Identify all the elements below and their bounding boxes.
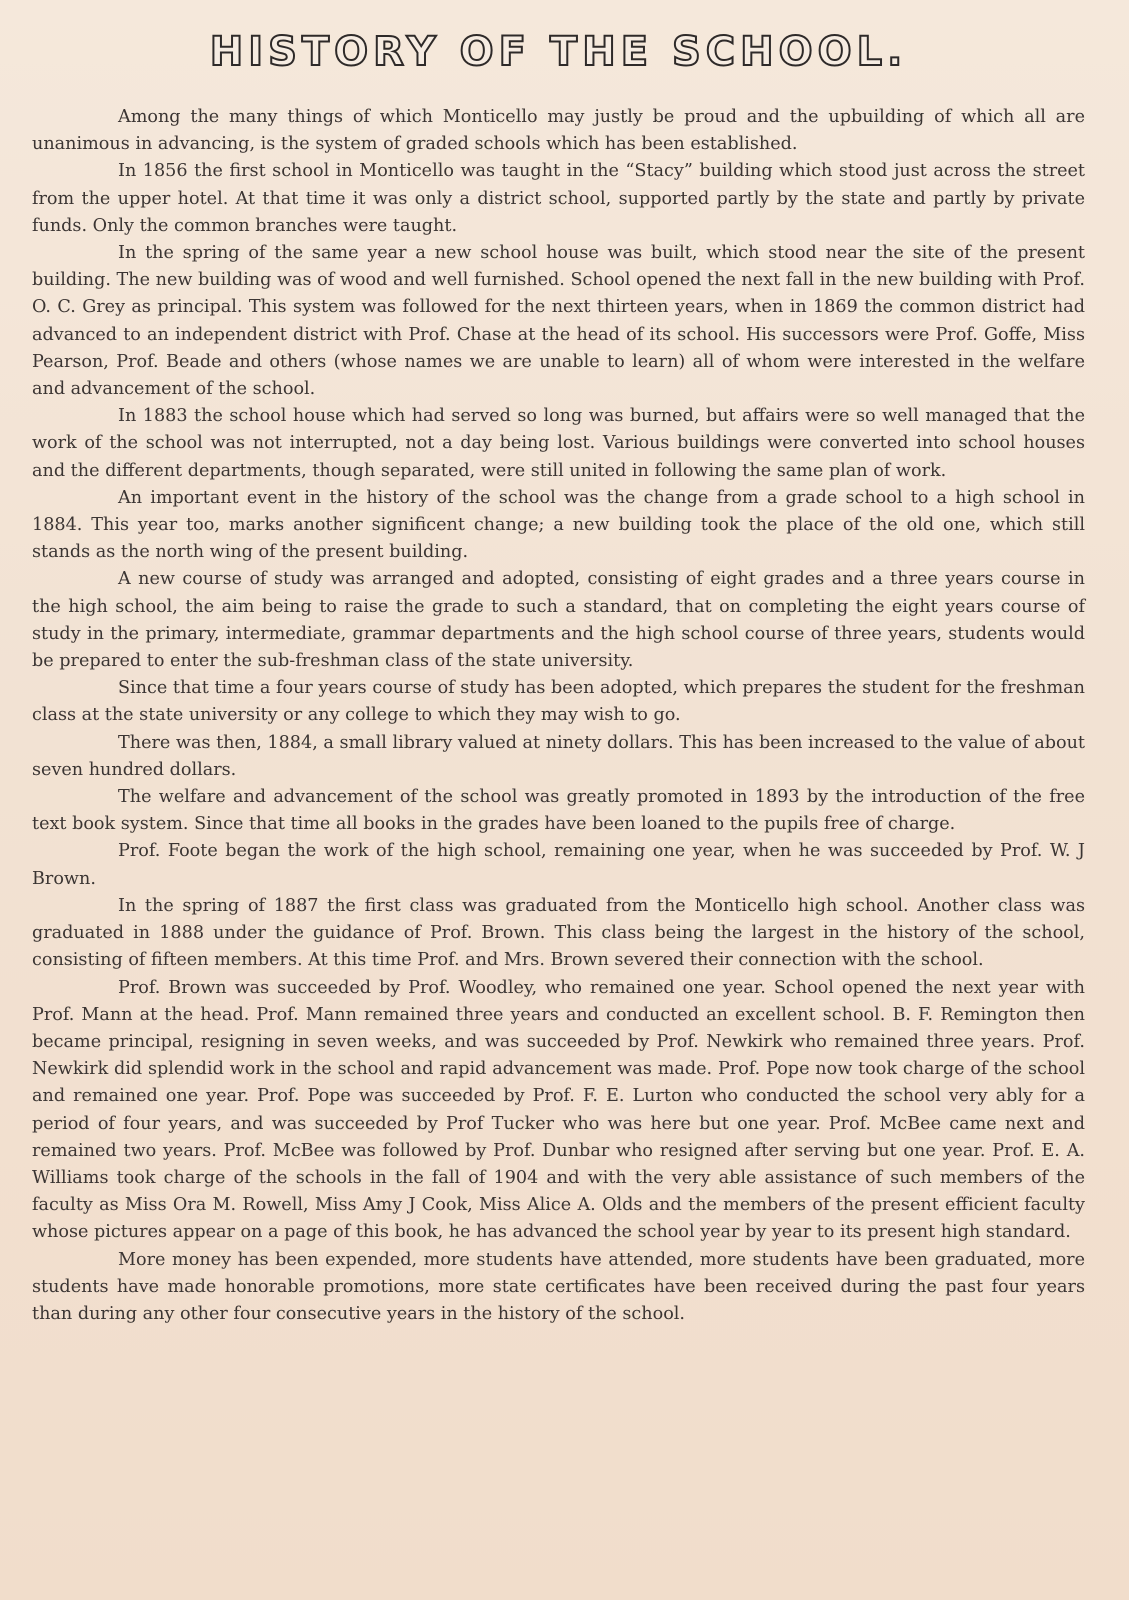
- paragraph: Prof. Foote began the work of the high school, remaining one year, when he was succeeded by Prof. W. J Brown.: [32, 841, 1085, 889]
- paragraph: Among the many things of which Monticello may justly be proud and the upbuilding of which all are unanimous in advancing, is the system of graded schools which has been established.: [32, 107, 1085, 155]
- paragraph: Prof. Brown was succeeded by Prof. Woodley, who remained one year. School opened the next year with Prof. Mann at the head. Prof. Mann remained three years and conducted an excellent school. B. F. Remington then became principal, resigning in seven weeks, and was succeeded by Prof. Newkirk who remained three years. Prof. Newkirk did splendid work in the school and rapid advancement was made. Prof. Pope now took charge of the school and remained one year. Prof. Pope was succeeded by Prof. F. E. Lurton who conducted the school very ably for a period of four years, and was succeeded by Prof Tucker who was here but one year. Prof. McBee came next and remained two years. Prof. McBee was followed by Prof. Dunbar who resigned after serving but one year. Prof. E. A. Williams took charge of the schools in the fall of 1904 and with the very able assistance of such members of the faculty as Miss Ora M. Rowell, Miss Amy J Cook, Miss Alice A. Olds and the members of the present efficient faculty whose pictures appear on a page of this book, he has advanced the school year by year to its present high standard.: [32, 977, 1085, 1243]
- page-title: HISTORY OF THE SCHOOL.: [209, 29, 908, 75]
- paragraph: A new course of study was arranged and adopted, consisting of eight grades and a three years course in the high school, the aim being to raise the grade to such a standard, that on completing the eight years course of study in the primary, intermediate, grammar departments and the high school course of three years, students would be prepared to enter the sub-freshman class of the state university.: [32, 569, 1085, 672]
- paragraph: An important event in the history of the school was the change from a grade school to a high school in 1884. This year too, marks another significent change; a new building took the place of the old one, which still stands as the north wing of the present building.: [32, 487, 1085, 563]
- paragraph: In the spring of the same year a new school house was built, which stood near the site of the present building. The new building was of wood and well furnished. School opened the next fall in the new building with Prof. O. C. Grey as principal. This system was followed for the next thirteen years, when in 1869 the common district had advanced to an independent district with Prof. Chase at the head of its school. His successors were Prof. Goffe, Miss Pearson, Prof. Beade and others (whose names we are unable to learn) all of whom were interested in the welfare and advancement of the school.: [32, 243, 1085, 400]
- paragraph: In the spring of 1887 the first class was graduated from the Monticello high school. Another class was graduated in 1888 under the guidance of Prof. Brown. This class being the largest in the history of the school, consisting of fifteen members. At this time Prof. and Mrs. Brown severed their connection with the school.: [32, 895, 1085, 971]
- paragraph: There was then, 1884, a small library valued at ninety dollars. This has been increased to the value of about seven hundred dollars.: [32, 732, 1085, 780]
- paragraph: In 1883 the school house which had served so long was burned, but affairs were so well managed that the work of the school was not interrupted, not a day being lost. Various buildings were converted into school houses and the different departments, though separated, were still united in following the same plan of work.: [32, 406, 1085, 481]
- paragraph: In 1856 the first school in Monticello was taught in the “Stacy” building which stood just across the street from the upper hotel. At that time it was only a district school, supported partly by the state and partly by private funds. Only the common branches were taught.: [32, 161, 1085, 236]
- paragraph: More money has been expended, more students have attended, more students have been graduated, more students have made honorable promotions, more state certificates have been received during the past four years than during any other four consecutive years in the history of the school.: [32, 1249, 1085, 1324]
- paragraph: Since that time a four years course of study has been adopted, which prepares the student for the freshman class at the state university or any college to which they may wish to go.: [32, 678, 1085, 726]
- document-body: [32, 104, 1085, 1328]
- paragraph: The welfare and advancement of the school was greatly promoted in 1893 by the introduction of the free text book system. Since that time all books in the grades have been loaned to the pupils free of charge.: [32, 787, 1085, 835]
